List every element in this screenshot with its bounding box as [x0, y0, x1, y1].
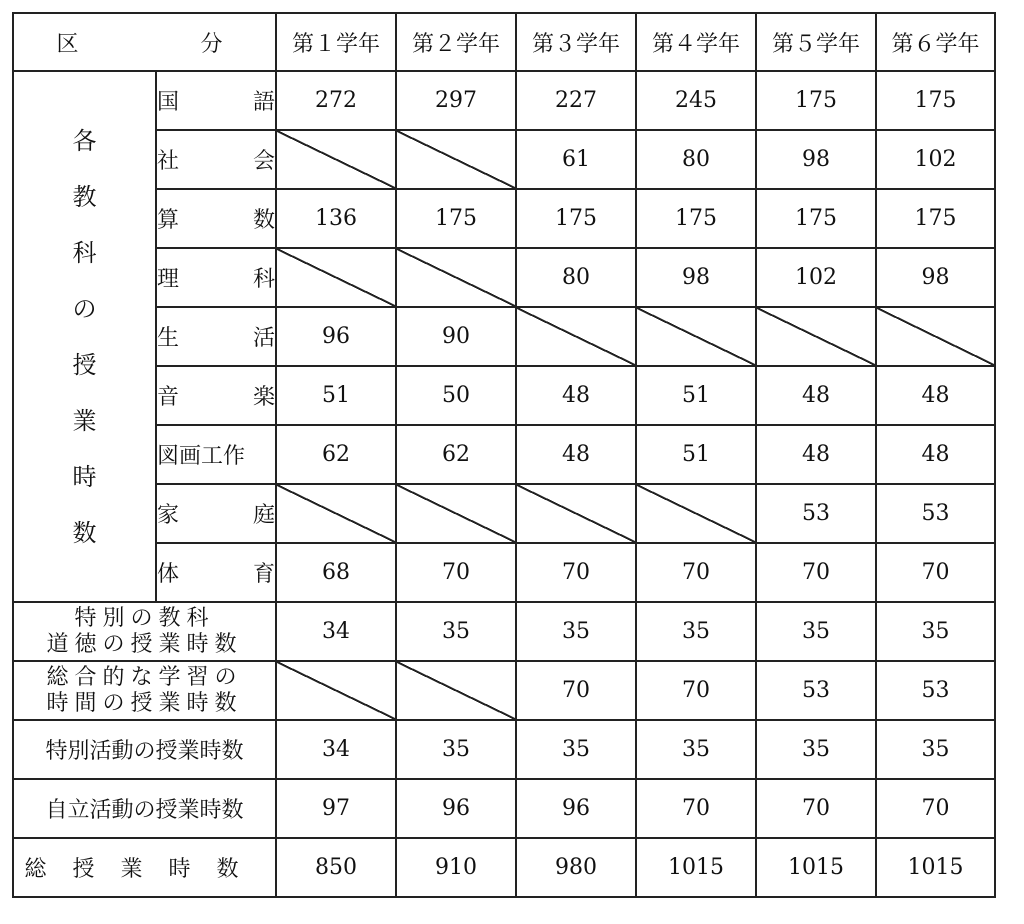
header-grade-3: 第３学年: [516, 13, 636, 71]
table-row: [13, 248, 995, 307]
header-grade-6: 第６学年: [876, 13, 995, 71]
subject-name: 理 科: [156, 248, 276, 307]
table-row: [13, 130, 995, 189]
row-label-total-hours: 総授業時数: [13, 838, 276, 897]
hours-cell: 48: [756, 425, 876, 484]
hours-cell: 910: [396, 838, 516, 897]
hours-cell: 35: [876, 602, 995, 661]
hours-cell: 70: [756, 779, 876, 838]
subject-name: 家 庭: [156, 484, 276, 543]
not-applicable-cell: [516, 307, 636, 366]
hours-cell: 35: [636, 602, 756, 661]
subject-name: 図画工作: [156, 425, 276, 484]
hours-cell: 70: [396, 543, 516, 602]
hours-cell: 70: [636, 661, 756, 720]
hours-cell: 245: [636, 71, 756, 130]
hours-cell: 53: [876, 484, 995, 543]
not-applicable-cell: [636, 307, 756, 366]
subject-name: 社 会: [156, 130, 276, 189]
class-hours-table: [12, 12, 996, 898]
hours-cell: 34: [276, 720, 396, 779]
table-row: [13, 189, 995, 248]
hours-cell: 62: [396, 425, 516, 484]
hours-cell: 35: [396, 720, 516, 779]
not-applicable-cell: [396, 661, 516, 720]
hours-cell: 96: [516, 779, 636, 838]
hours-cell: 96: [396, 779, 516, 838]
hours-cell: 70: [636, 543, 756, 602]
header-grade-4: 第４学年: [636, 13, 756, 71]
hours-cell: 48: [516, 425, 636, 484]
hours-cell: 48: [756, 366, 876, 425]
table-row: [13, 71, 995, 130]
not-applicable-cell: [636, 484, 756, 543]
hours-cell: 68: [276, 543, 396, 602]
hours-cell: 70: [756, 543, 876, 602]
table-row: [13, 307, 995, 366]
not-applicable-cell: [516, 484, 636, 543]
header-grade-1: 第１学年: [276, 13, 396, 71]
hours-cell: 70: [516, 661, 636, 720]
not-applicable-cell: [276, 484, 396, 543]
hours-cell: 98: [876, 248, 995, 307]
row-label-special-activities: 特別活動の授業時数: [13, 720, 276, 779]
hours-cell: 51: [636, 425, 756, 484]
hours-cell: 175: [876, 189, 995, 248]
hours-cell: 62: [276, 425, 396, 484]
hours-cell: 175: [636, 189, 756, 248]
row-label-integrated-study: 総合的な学習の 時間の授業時数: [13, 661, 276, 720]
hours-cell: 35: [636, 720, 756, 779]
subject-name: 国 語: [156, 71, 276, 130]
hours-cell: 70: [876, 779, 995, 838]
hours-cell: 102: [756, 248, 876, 307]
subject-name: 音 楽: [156, 366, 276, 425]
hours-cell: 980: [516, 838, 636, 897]
hours-cell: 61: [516, 130, 636, 189]
hours-cell: 136: [276, 189, 396, 248]
hours-cell: 34: [276, 602, 396, 661]
not-applicable-cell: [396, 484, 516, 543]
subject-name: 算 数: [156, 189, 276, 248]
hours-cell: 175: [876, 71, 995, 130]
table-row: [13, 366, 995, 425]
hours-cell: 53: [756, 661, 876, 720]
not-applicable-cell: [876, 307, 995, 366]
hours-cell: 35: [756, 720, 876, 779]
hours-cell: 70: [636, 779, 756, 838]
row-label-independent-activities: 自立活動の授業時数: [13, 779, 276, 838]
hours-cell: 53: [756, 484, 876, 543]
not-applicable-cell: [276, 248, 396, 307]
hours-cell: 48: [876, 425, 995, 484]
hours-cell: 35: [396, 602, 516, 661]
hours-cell: 70: [516, 543, 636, 602]
subject-name: 生 活: [156, 307, 276, 366]
row-label-moral-education: 特別の教科 道徳の授業時数: [13, 602, 276, 661]
hours-cell: 51: [636, 366, 756, 425]
hours-cell: 850: [276, 838, 396, 897]
table-row: [13, 543, 995, 602]
not-applicable-cell: [276, 661, 396, 720]
table-row: [13, 484, 995, 543]
hours-cell: 96: [276, 307, 396, 366]
hours-cell: 98: [636, 248, 756, 307]
table-row-total: [13, 838, 995, 897]
hours-cell: 48: [876, 366, 995, 425]
hours-cell: 80: [636, 130, 756, 189]
hours-cell: 70: [876, 543, 995, 602]
hours-cell: 35: [756, 602, 876, 661]
header-grade-5: 第５学年: [756, 13, 876, 71]
hours-cell: 227: [516, 71, 636, 130]
hours-cell: 175: [756, 71, 876, 130]
subject-name: 体 育: [156, 543, 276, 602]
hours-cell: 1015: [756, 838, 876, 897]
hours-cell: 175: [516, 189, 636, 248]
hours-cell: 1015: [636, 838, 756, 897]
table-row: [13, 720, 995, 779]
hours-cell: 272: [276, 71, 396, 130]
hours-cell: 1015: [876, 838, 995, 897]
table-row: [13, 602, 995, 661]
hours-cell: 51: [276, 366, 396, 425]
hours-cell: 48: [516, 366, 636, 425]
not-applicable-cell: [396, 130, 516, 189]
header-grade-2: 第２学年: [396, 13, 516, 71]
table-row: [13, 779, 995, 838]
hours-cell: 97: [276, 779, 396, 838]
hours-cell: 80: [516, 248, 636, 307]
hours-cell: 90: [396, 307, 516, 366]
hours-cell: 35: [516, 720, 636, 779]
hours-cell: 98: [756, 130, 876, 189]
hours-cell: 50: [396, 366, 516, 425]
hours-cell: 175: [756, 189, 876, 248]
hours-cell: 53: [876, 661, 995, 720]
header-category: 区 分: [13, 13, 276, 71]
header-row: [13, 13, 995, 71]
hours-cell: 175: [396, 189, 516, 248]
not-applicable-cell: [396, 248, 516, 307]
table-row: [13, 425, 995, 484]
not-applicable-cell: [756, 307, 876, 366]
hours-cell: 35: [876, 720, 995, 779]
hours-cell: 102: [876, 130, 995, 189]
hours-cell: 297: [396, 71, 516, 130]
group-label-subject-hours: 各 教 科 の 授 業 時 数: [13, 71, 156, 602]
hours-cell: 35: [516, 602, 636, 661]
table-row: [13, 661, 995, 720]
not-applicable-cell: [276, 130, 396, 189]
